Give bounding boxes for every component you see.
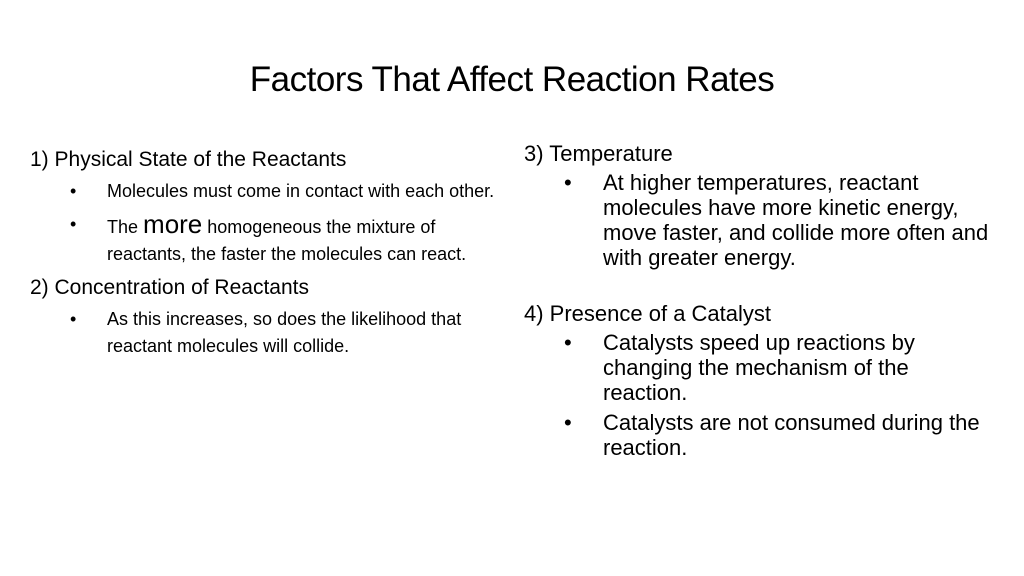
bullet-list	[30, 306, 510, 360]
bullet-text-emphasis: more	[143, 209, 203, 239]
left-column	[30, 146, 510, 366]
bullet-item	[524, 330, 994, 405]
bullet-text: Catalysts speed up reactions by changing the mechanism of the reaction.	[603, 330, 915, 405]
bullet-dot-icon: •	[564, 410, 572, 435]
section-heading-concentration: 2) Concentration of Reactants	[30, 276, 309, 299]
bullet-item	[30, 211, 510, 268]
right-column	[524, 140, 994, 465]
bullet-text-suffix: homogeneous the mixture of reactants, the faster the molecules can react.	[107, 217, 467, 264]
bullet-text: Molecules must come in contact with each other.	[107, 181, 495, 201]
section-heading-physical-state: 1) Physical State of the Reactants	[30, 148, 347, 171]
bullet-dot-icon: •	[70, 214, 77, 234]
bullet-dot-icon: •	[564, 170, 572, 195]
bullet-list	[30, 178, 510, 268]
bullet-text: Catalysts are not consumed during the reaction.	[603, 410, 980, 460]
section-heading-temperature: 3) Temperature	[524, 141, 673, 166]
bullet-list	[524, 170, 994, 270]
bullet-item	[524, 170, 994, 270]
bullet-text-prefix: The	[107, 217, 144, 237]
slide-title: Factors That Affect Reaction Rates	[249, 60, 775, 99]
bullet-text: As this increases, so does the likelihood that reactant molecules will collide.	[107, 309, 462, 356]
section-heading-catalyst: 4) Presence of a Catalyst	[524, 301, 772, 326]
bullet-item	[30, 306, 510, 360]
bullet-dot-icon: •	[564, 330, 572, 355]
bullet-item	[524, 410, 994, 460]
bullet-dot-icon: •	[70, 309, 77, 329]
bullet-text: At higher temperatures, reactant molecules have more kinetic energy, move faster, and collide more often and with greater energy.	[603, 170, 989, 270]
bullet-dot-icon: •	[70, 181, 77, 201]
bullet-item	[30, 178, 510, 205]
bullet-list	[524, 330, 994, 460]
